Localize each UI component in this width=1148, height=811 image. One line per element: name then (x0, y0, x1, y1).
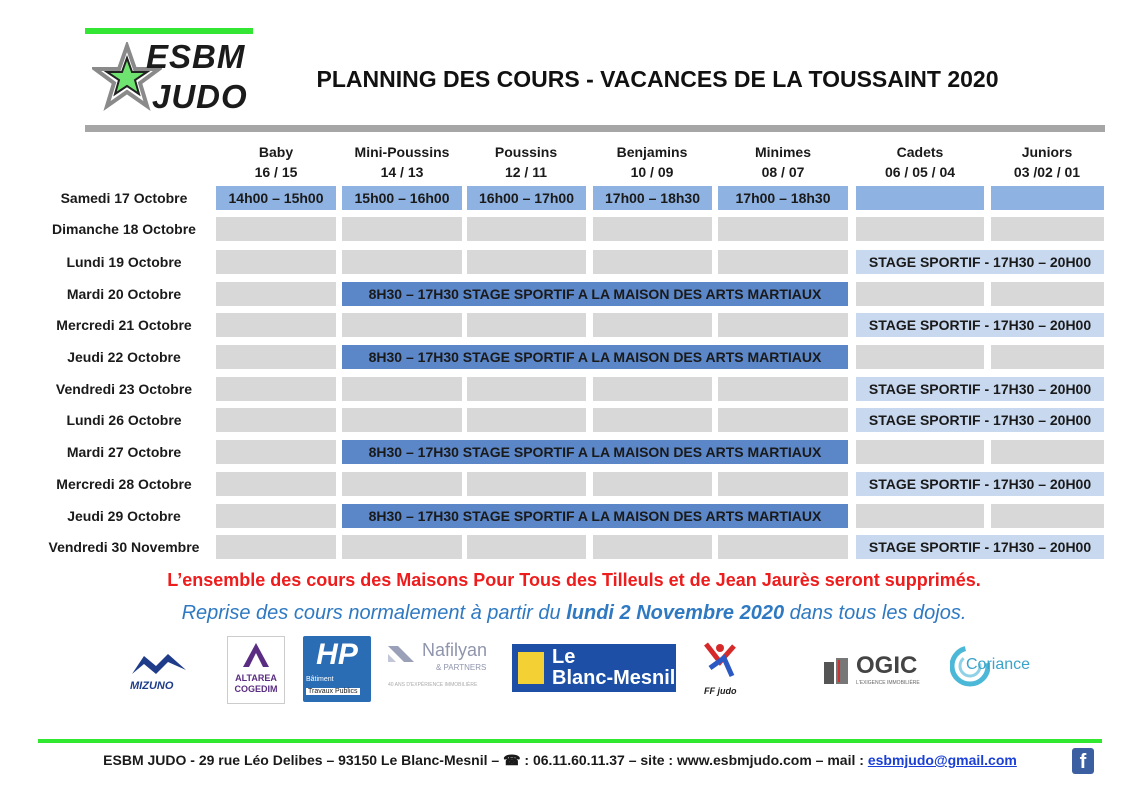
blanc-mesnil-name: Blanc-Mesnil (552, 667, 676, 689)
row-day-label: Jeudi 29 Octobre (67, 508, 181, 524)
empty-cell (342, 377, 462, 401)
row-day-label: Dimanche 18 Octobre (52, 221, 196, 237)
stage-cell: 8H30 – 17H30 STAGE SPORTIF A LA MAISON DES ARTS MARTIAUX (342, 282, 848, 306)
footer-divider (38, 739, 1102, 743)
empty-cell (216, 250, 336, 274)
stage-cell: 8H30 – 17H30 STAGE SPORTIF A LA MAISON DES ARTS MARTIAUX (342, 345, 848, 369)
cadet-junior-stage-cell: STAGE SPORTIF - 17H30 – 20H00 (856, 313, 1104, 337)
empty-cell (718, 377, 848, 401)
resume-notice (0, 602, 1148, 625)
juniors-cell (991, 504, 1104, 528)
empty-cell (467, 313, 586, 337)
facebook-icon[interactable]: f (1072, 748, 1094, 774)
time-cell-benjamins: 17h00 – 18h30 (593, 186, 712, 210)
cancellation-notice: L’ensemble des cours des Maisons Pour Tous des Tilleuls et de Jean Jaurès seront supprimés. (167, 570, 981, 590)
empty-cell (467, 535, 586, 559)
row-day-label: Vendredi 30 Novembre (48, 539, 200, 555)
empty-cell (718, 313, 848, 337)
empty-cell (216, 377, 336, 401)
empty-cell (342, 250, 462, 274)
empty-cell (216, 504, 336, 528)
mizuno-text: MIZUNO (130, 680, 174, 692)
row-day-label: Jeudi 22 Octobre (67, 349, 181, 365)
mizuno-runbird-icon (128, 650, 190, 678)
col-header-poussins (466, 142, 586, 182)
cadets-cell (856, 440, 984, 464)
juniors-cell (991, 282, 1104, 306)
resume-text-before: Reprise des cours normalement à partir du (181, 602, 567, 624)
col-name: Minimes (754, 144, 811, 160)
sponsor-nafilyan-logo (386, 636, 492, 702)
cadets-cell (856, 282, 984, 306)
empty-cell (718, 408, 848, 432)
stage-cell: 8H30 – 17H30 STAGE SPORTIF A LA MAISON DES ARTS MARTIAUX (342, 440, 848, 464)
empty-cell (467, 217, 586, 241)
cadets-cell (856, 345, 984, 369)
col-years: 08 / 07 (761, 164, 805, 180)
footer-email-link[interactable]: esbmjudo@gmail.com (867, 752, 1017, 768)
ogic-text: OGIC (856, 652, 918, 679)
nafilyan-n-icon (386, 642, 416, 666)
empty-cell (342, 408, 462, 432)
col-header-benjamins (592, 142, 712, 182)
sponsor-coriance-logo (950, 636, 1034, 702)
cadet-junior-stage-cell: STAGE SPORTIF - 17H30 – 20H00 (856, 535, 1104, 559)
col-years: 14 / 13 (380, 164, 424, 180)
col-name: Cadets (896, 144, 944, 160)
juniors-cell (991, 186, 1104, 210)
empty-cell (342, 535, 462, 559)
empty-cell (216, 217, 336, 241)
ffjudo-text: FF judo (704, 686, 737, 696)
col-name: Juniors (1021, 144, 1073, 160)
altarea-text: ALTAREA (235, 673, 277, 683)
col-name: Poussins (494, 144, 558, 160)
ffjudo-judoka-icon (700, 638, 740, 682)
juniors-cell (991, 440, 1104, 464)
empty-cell (593, 217, 712, 241)
empty-cell (216, 535, 336, 559)
col-years: 12 / 11 (504, 164, 548, 180)
row-day-label: Mercredi 28 Octobre (56, 476, 192, 492)
time-cell-minimes: 17h00 – 18h30 (718, 186, 848, 210)
empty-cell (467, 408, 586, 432)
col-years: 10 / 09 (630, 164, 674, 180)
row-day-label: Lundi 26 Octobre (66, 412, 182, 428)
col-name: Benjamins (616, 144, 688, 160)
logo-text-esbm: ESBM (146, 38, 246, 75)
empty-cell (593, 472, 712, 496)
empty-cell (593, 250, 712, 274)
empty-cell (342, 472, 462, 496)
empty-cell (216, 313, 336, 337)
col-years: 16 / 15 (254, 164, 298, 180)
sponsor-hp-logo (303, 636, 371, 702)
col-name: Baby (258, 144, 294, 160)
footer-contact (40, 752, 1080, 769)
row-day-label: Mercredi 21 Octobre (56, 317, 192, 333)
ogic-building-icon (822, 656, 852, 684)
empty-cell (718, 535, 848, 559)
empty-cell (342, 217, 462, 241)
title-divider (85, 125, 1105, 132)
sponsor-mizuno-logo (128, 636, 190, 702)
empty-cell (718, 250, 848, 274)
resume-text-after: dans tous les dojos. (784, 602, 967, 624)
cadet-junior-stage-cell: STAGE SPORTIF - 17H30 – 20H00 (856, 250, 1104, 274)
empty-cell (467, 377, 586, 401)
empty-cell (593, 313, 712, 337)
col-header-minimes (717, 142, 849, 182)
cadets-cell (856, 217, 984, 241)
nafilyan-tagline: 40 ANS D'EXPÉRIENCE IMMOBILIÈRE (388, 682, 478, 688)
time-cell-poussins: 16h00 – 17h00 (467, 186, 586, 210)
logo-accent-bar (85, 28, 253, 34)
cadet-junior-stage-cell: STAGE SPORTIF - 17H30 – 20H00 (856, 472, 1104, 496)
cadet-junior-stage-cell: STAGE SPORTIF - 17H30 – 20H00 (856, 377, 1104, 401)
juniors-cell (991, 217, 1104, 241)
sponsor-ogic-logo (822, 636, 926, 702)
col-years: 06 / 05 / 04 (884, 164, 956, 180)
empty-cell (216, 282, 336, 306)
empty-cell (467, 250, 586, 274)
cadets-cell (856, 186, 984, 210)
cogedim-text: COGEDIM (234, 684, 278, 694)
juniors-cell (991, 345, 1104, 369)
empty-cell (342, 313, 462, 337)
logo-text-judo: JUDO (152, 78, 248, 115)
row-day-label: Lundi 19 Octobre (66, 254, 182, 270)
empty-cell (216, 408, 336, 432)
altarea-a-icon (241, 641, 271, 669)
city-shield-icon (518, 652, 544, 684)
page-title: PLANNING DES COURS - VACANCES DE LA TOUSSAINT 2020 (316, 66, 999, 92)
col-header-cadets (855, 142, 985, 182)
hp-travaux: Travaux Publics (308, 688, 358, 695)
empty-cell (467, 472, 586, 496)
time-cell-baby: 14h00 – 15h00 (216, 186, 336, 210)
row-day-label: Vendredi 23 Octobre (55, 381, 193, 397)
empty-cell (216, 440, 336, 464)
nafilyan-partners: & PARTNERS (436, 663, 487, 672)
col-header-juniors (990, 142, 1104, 182)
empty-cell (593, 377, 712, 401)
nafilyan-name: Nafilyan (422, 640, 488, 660)
empty-cell (593, 535, 712, 559)
sponsor-ffjudo-logo (700, 636, 744, 702)
cadet-junior-stage-cell: STAGE SPORTIF - 17H30 – 20H00 (856, 408, 1104, 432)
blanc-mesnil-le: Le (552, 646, 576, 668)
time-cell-mini: 15h00 – 16h00 (342, 186, 462, 210)
cadets-cell (856, 504, 984, 528)
empty-cell (216, 345, 336, 369)
hp-batiment: Bâtiment (306, 676, 334, 683)
hp-letters: HP (316, 638, 358, 671)
empty-cell (718, 472, 848, 496)
col-name: Mini-Poussins (354, 144, 450, 160)
ogic-tagline: L'EXIGENCE IMMOBILIÈRE (856, 680, 920, 686)
col-header-mini-poussins (341, 142, 463, 182)
empty-cell (593, 408, 712, 432)
resume-date: lundi 2 Novembre 2020 (566, 602, 785, 624)
col-header-baby (215, 142, 337, 182)
row-day-label: Mardi 27 Octobre (66, 444, 182, 460)
footer-address: ESBM JUDO - 29 rue Léo Delibes – 93150 Le Blanc-Mesnil – ☎ : 06.11.60.11.37 – site : www.esbmjudo.com – mail : (103, 752, 868, 768)
sponsor-altarea-logo (227, 636, 285, 704)
coriance-text: Coriance (966, 656, 1031, 673)
empty-cell (216, 472, 336, 496)
col-years: 03 /02 / 01 (1013, 164, 1081, 180)
sponsor-blanc-mesnil-logo (512, 644, 676, 692)
row-day-label: Samedi 17 Octobre (60, 190, 188, 206)
stage-cell: 8H30 – 17H30 STAGE SPORTIF A LA MAISON DES ARTS MARTIAUX (342, 504, 848, 528)
row-day-label: Mardi 20 Octobre (66, 286, 182, 302)
empty-cell (718, 217, 848, 241)
